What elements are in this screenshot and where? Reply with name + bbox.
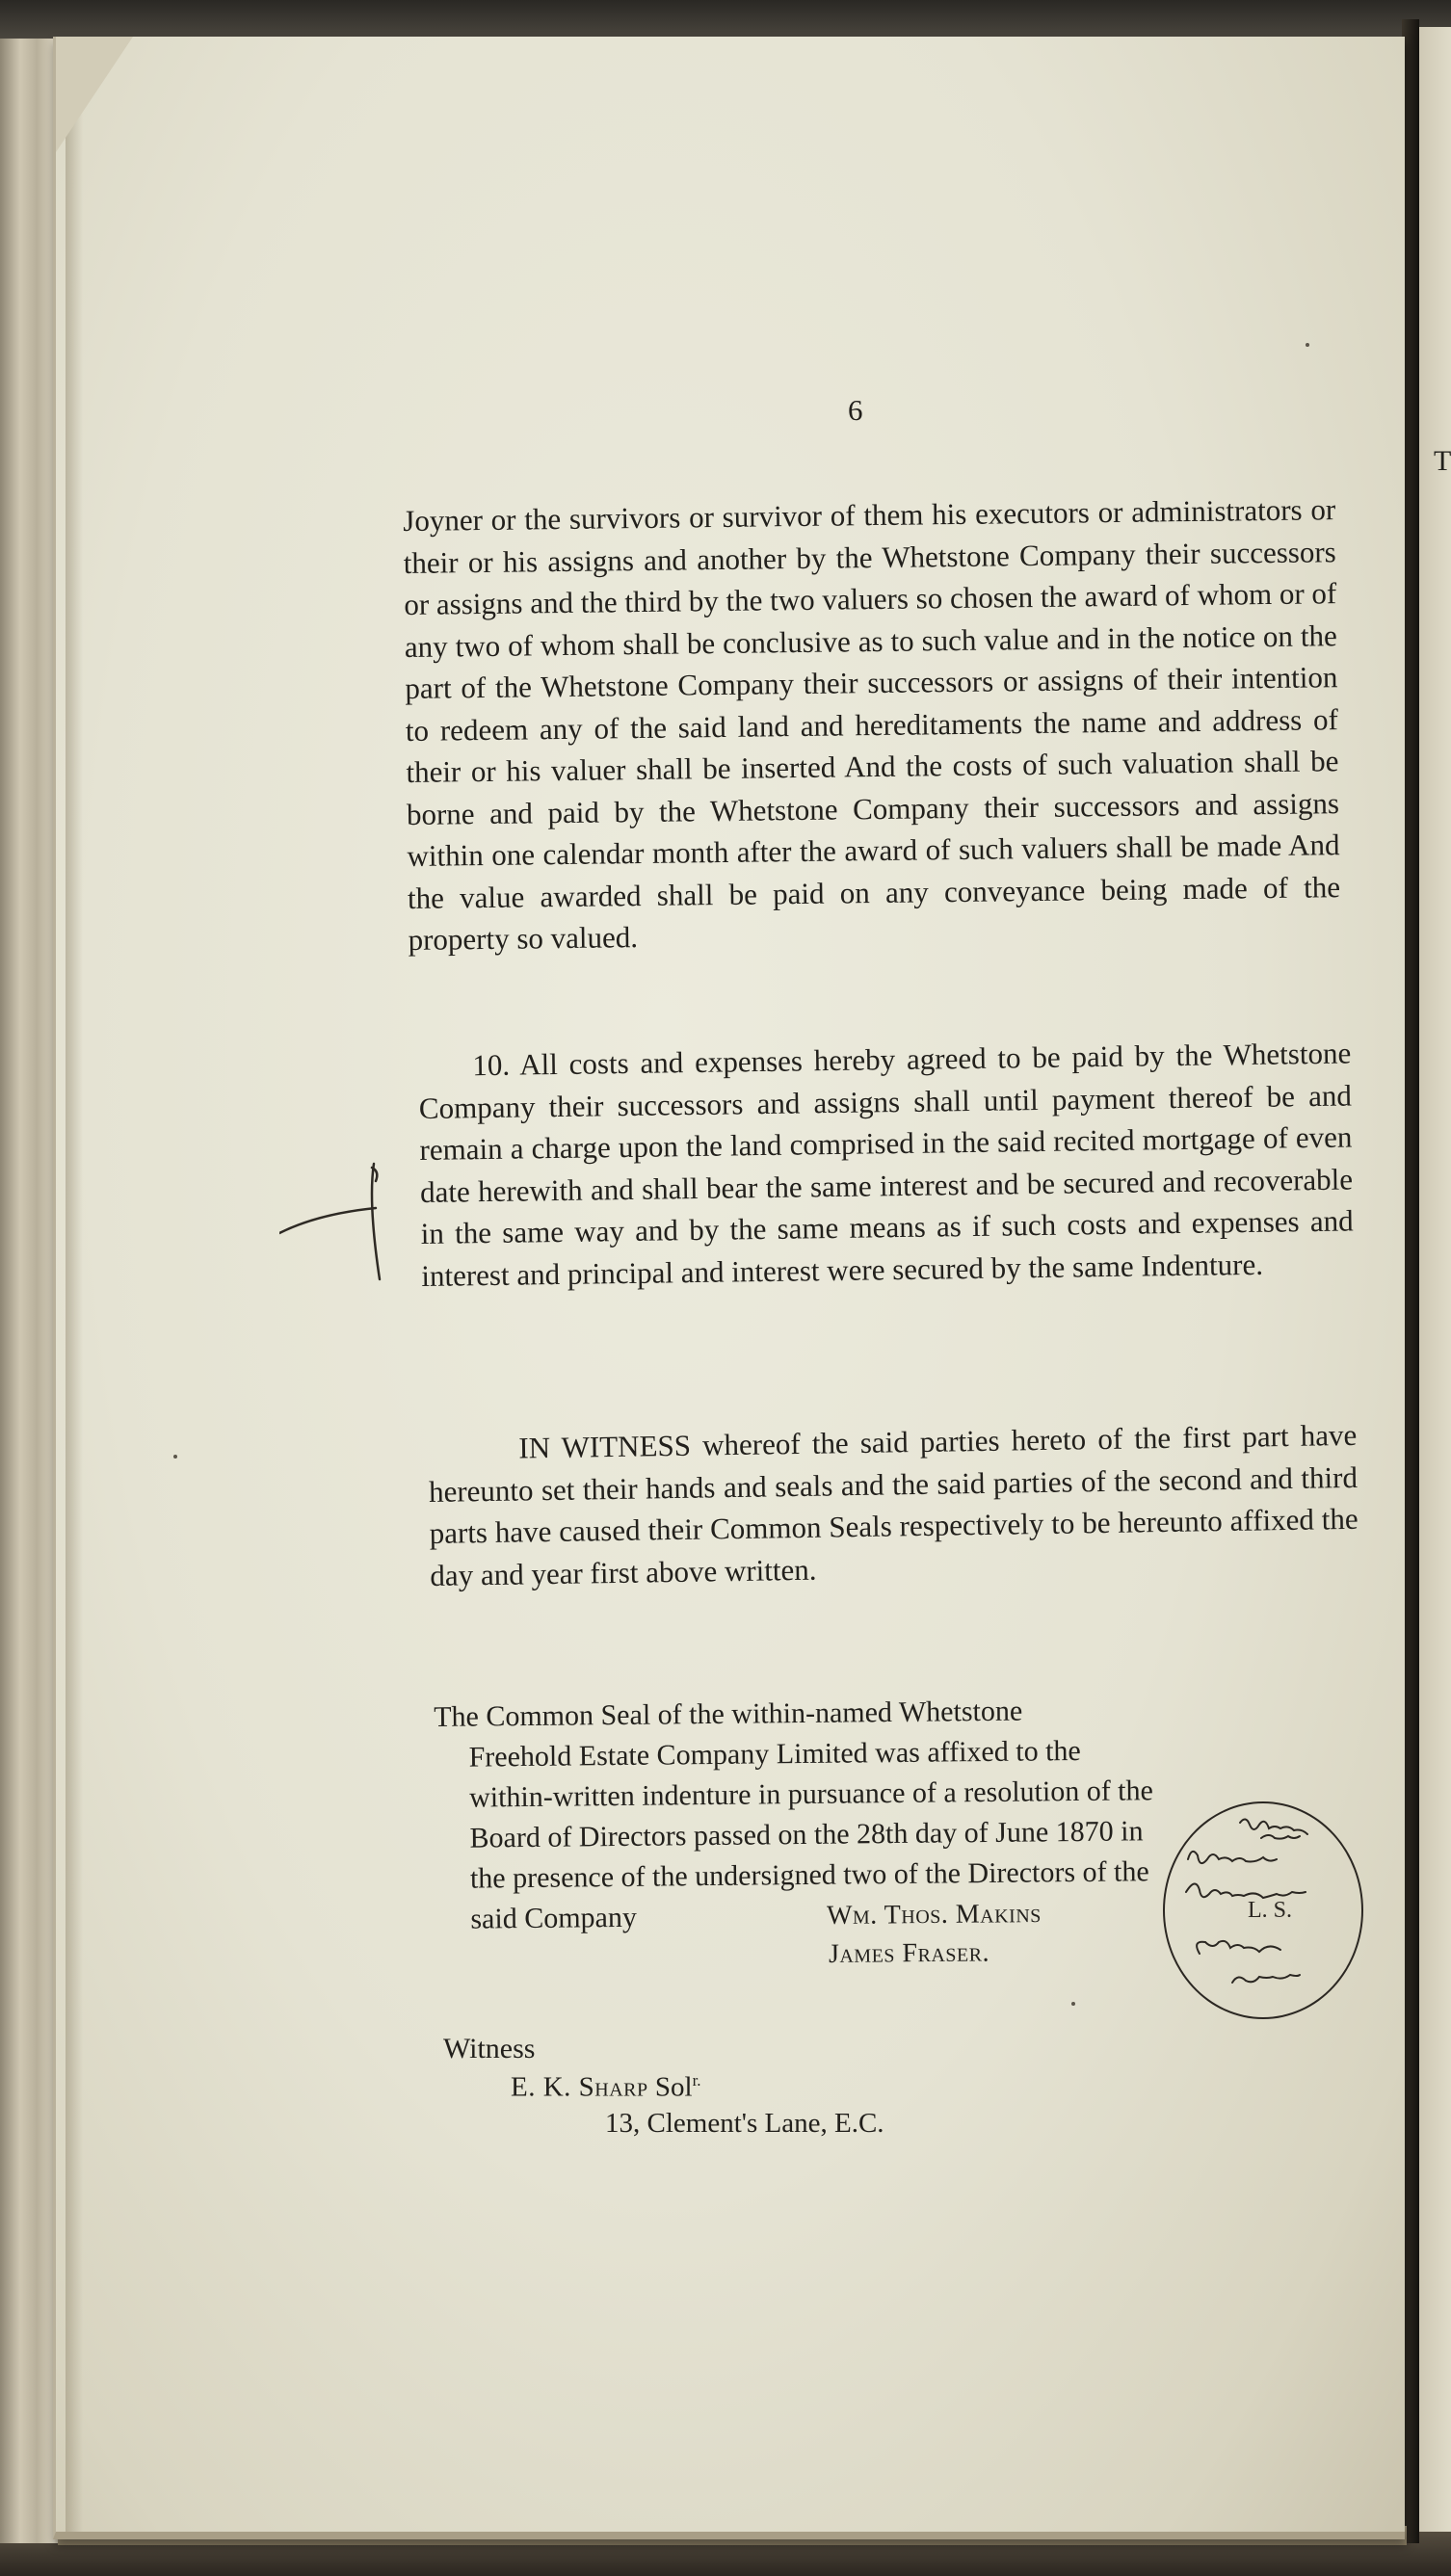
witness-label: Witness [443,2033,536,2064]
witness-address: 13, Clement's Lane, E.C. [605,2108,884,2139]
witness-person: E. K. Sharp [511,2071,648,2103]
signer-name: James Fraser. [828,1937,990,1969]
page-number: 6 [848,393,863,427]
common-seal-clause [434,1690,1161,1940]
margin-pencil-mark-icon [279,1154,395,1289]
director-signatures [827,1896,1042,1973]
signer-name: Wm. Thos. Makins [826,1899,1042,1931]
paper-speck [1306,343,1309,347]
witness-name [511,2071,701,2104]
paragraph-in-witness: IN WITNESS whereof the said parties hereto of the first part have hereunto set their hands and seals and the said parties of the second and third parts have caused their Common Seals respectively to be hereunto affixed the day and year first above written. [428,1417,1359,1592]
company-seal-stamp [1163,1801,1363,2019]
paragraph-valuation: Joyner or the survivors or survivor of them his executors or administrators or their or his assigns and another by the Whetstone Company their successors or assigns and the third by the two valuers so chosen the award of whom or of any two of whom shall be conclusive as to such value and in the notice on the part of the Whetstone Company their successors or assigns of their intention to redeem any of the said land and hereditaments the name and address of their or his valuer shall be inserted And the costs of such valuation shall be borne and paid by the Whetstone Company their successors and assigns within one calendar month after the award of such valuers shall be made And the value awarded shall be paid on any conveyance being made of the property so valued. [403,492,1341,957]
witness-title-sup: r. [692,2071,701,2090]
witness-title: Sol [654,2071,693,2103]
seal-clause-first-line: The Common Seal of the within-named Whetstone [434,1695,1023,1733]
page-corner-fold [56,37,133,152]
next-page-letter: T [1434,445,1451,477]
next-page-edge [1419,27,1451,2532]
paper-speck [173,1455,177,1459]
paragraph-costs-clause-10: 10. All costs and expenses hereby agreed to be paid by the Whetstone Company their successors and assigns shall until payment thereof be and remain a charge upon the land comprised in the said recited mortgage of even date herewith and shall bear the same interest and be secured and recoverable in the same way and by the same means as if such costs and expenses and interest and principal and interest were secured by the same Indenture. [418,1036,1354,1293]
paper-speck [1071,2002,1075,2006]
seal-ls-label: L. S. [1248,1898,1293,1923]
seal-clause-body: Freehold Estate Company Limited was affixed to the within-written indenture in pursuance of a resolution of the Board of Directors passed on the 28th day of June 1870 in the presence of the undersigned two of the Directors of the said Company [468,1734,1154,1935]
